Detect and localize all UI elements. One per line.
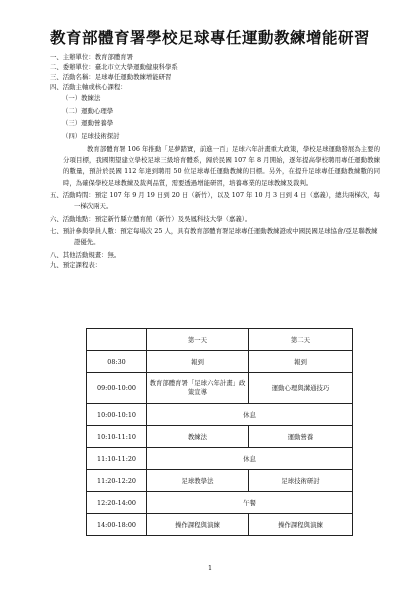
- header-day2-cell: 第二天: [249, 329, 353, 351]
- policy-paragraph: [50, 144, 380, 189]
- header-time-cell: [87, 329, 147, 351]
- page-number: 1: [207, 564, 213, 572]
- schedule-header-row: [87, 329, 353, 351]
- table-row: [87, 373, 353, 404]
- policy-paragraph-text: 教育部體育署 106 年推動「足夢踏實，前進一百」足球六年計畫重大政策，學校足球運動發展為主要的分項目標，我國期望建立學校足球三級培育體系，歸於民國 107 年 8 月開始，逐年提高學校聘用專任運動教練的數量，預計於民國 112 年達到聘用 50 位足球專任運動教練的目標。另外，在提升足球專任運動教練數的同時，為確保學校足球教練及裁判品質，需要透過增能研習，培養專業的足球教練及裁判。: [63, 145, 380, 187]
- core-course-2: （二）運動心理學: [62, 106, 114, 115]
- time-cell: 09:00-10:00: [87, 373, 147, 404]
- time-cell: 11:20-12:20: [87, 470, 147, 492]
- time-cell: 10:00-10:10: [87, 404, 147, 426]
- lunch-cell: 午餐: [147, 492, 353, 514]
- break-cell: 休息: [147, 448, 353, 470]
- day1-cell: 足球教學法: [147, 470, 249, 492]
- day1-cell: 教練法: [147, 426, 249, 448]
- time-cell: 08:30: [87, 351, 147, 373]
- activity-name-item: 三、活動名稱：足球專任運動教練增能研習: [50, 73, 172, 81]
- day2-cell: 報到: [249, 351, 353, 373]
- document-title: 教育部體育署學校足球專任運動教練增能研習: [49, 28, 370, 47]
- table-row: [87, 404, 353, 426]
- day1-cell: 教育部體育署「足球六年計畫」政策宣導: [147, 373, 249, 404]
- table-row: [87, 514, 353, 536]
- activity-place-item: 六、活動地點：預定新竹縣立體育館（新竹）及吳鳳科技大學（嘉義）。: [50, 214, 252, 223]
- core-course-4: （四）足球技術探討: [62, 131, 120, 140]
- table-row: [87, 351, 353, 373]
- activity-time-item: 五、活動時間：預定 107 年 9 月 19 日到 20 日（新竹），以及 107 年 10 月 3 日到 4 日（嘉義），總共兩梯次，每一梯次兩天。: [50, 190, 380, 210]
- table-row: [87, 492, 353, 514]
- day2-cell: 運動營養: [249, 426, 353, 448]
- time-cell: 11:10-11:20: [87, 448, 147, 470]
- schedule-heading: 九、預定課程表：: [50, 260, 102, 269]
- table-row: [87, 448, 353, 470]
- time-cell: 12:20-14:00: [87, 492, 147, 514]
- break-cell: 休息: [147, 404, 353, 426]
- day2-cell: 操作課程與演練: [249, 514, 353, 536]
- header-day1-cell: 第一天: [147, 329, 249, 351]
- time-cell: 14:00-18:00: [87, 514, 147, 536]
- contractor-item: 二、委辦單位：臺北市立大學運動健康科學系: [50, 63, 178, 71]
- day2-cell: 運動心理與溝通技巧: [249, 373, 353, 404]
- time-cell: 10:10-11:10: [87, 426, 147, 448]
- day1-cell: 報到: [147, 351, 249, 373]
- core-course-3: （三）運動營養學: [62, 119, 114, 127]
- other-plans-item: 八、其他活動規畫：無。: [50, 250, 121, 259]
- core-course-1: （一）教練法: [62, 94, 101, 102]
- day2-cell: 足球技術研討: [249, 470, 353, 492]
- participants-item: 七、預計參與學員人數：預定每場次 25 人，具有教育部體育署足球專任運動教練證或中國民國足球協會/亞足聯教練證優先。: [50, 226, 378, 246]
- schedule-table: [86, 328, 353, 536]
- core-courses-heading: 四、活動主軸或核心課程：: [50, 83, 127, 91]
- day1-cell: 操作課程與演練: [147, 514, 249, 536]
- organizer-item: 一、主辦單位：教育部體育署: [50, 53, 134, 61]
- program-items: [50, 52, 380, 270]
- table-row: [87, 470, 353, 492]
- table-row: [87, 426, 353, 448]
